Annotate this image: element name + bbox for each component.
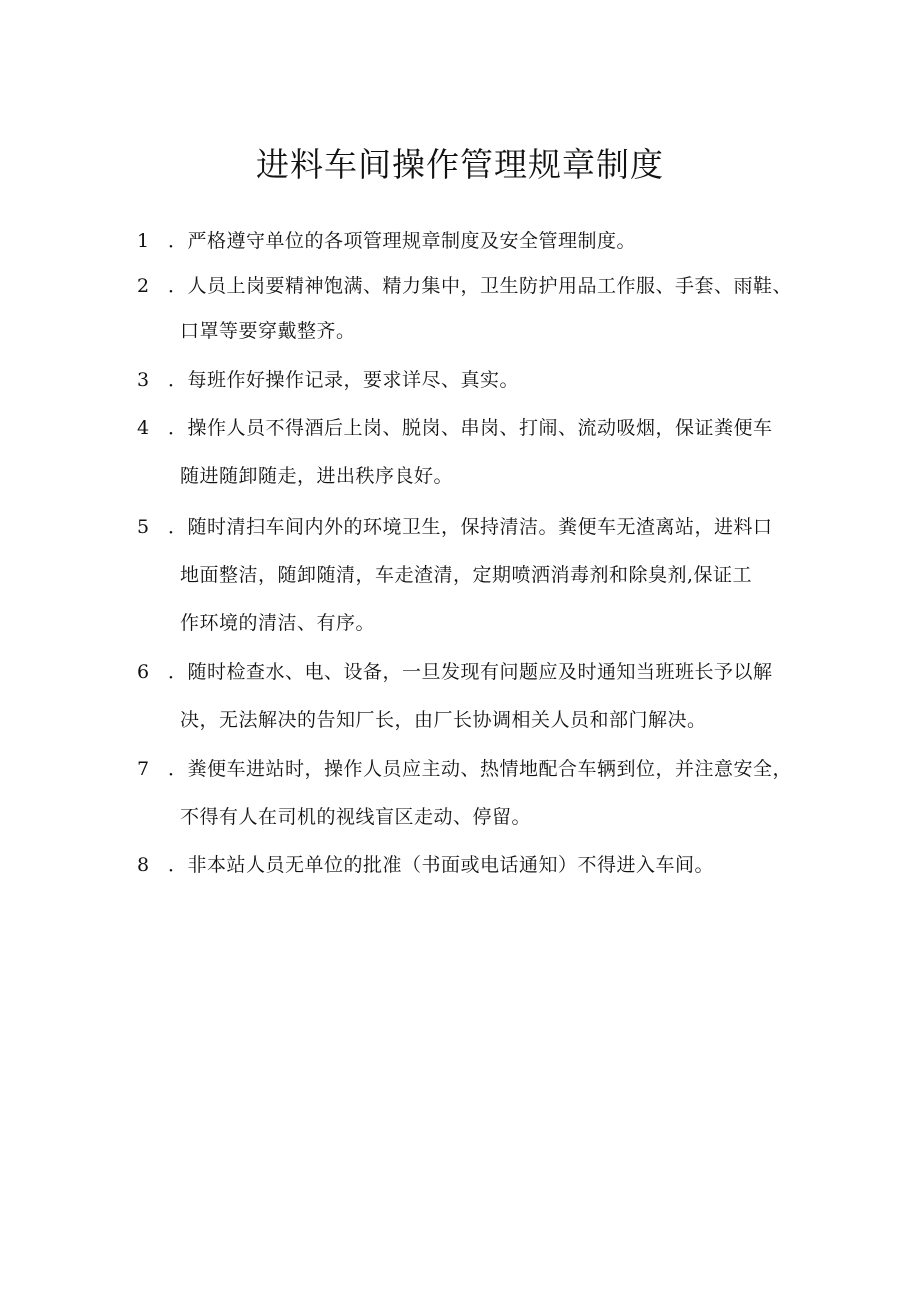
rule-number: 8 bbox=[137, 854, 150, 876]
rule-2-line-1 bbox=[137, 273, 792, 299]
rule-text: ．严格遵守单位的各项管理规章制度及安全管理制度。 bbox=[168, 230, 637, 252]
rule-text: ．每班作好操作记录，要求详尽、真实。 bbox=[168, 369, 520, 391]
rule-text: ．操作人员不得酒后上岗、脱岗、串岗、打闹、流动吸烟，保证粪便车 bbox=[168, 417, 773, 439]
rule-number: 3 bbox=[137, 369, 150, 391]
rule-number: 4 bbox=[137, 417, 150, 439]
rule-6-line-1 bbox=[137, 659, 773, 685]
rule-number: 6 bbox=[137, 661, 150, 683]
rule-5-line-2: 地面整洁，随卸随清，车走渣清，定期喷洒消毒剂和除臭剂,保证工 bbox=[180, 564, 753, 586]
rule-text: ．粪便车进站时，操作人员应主动、热情地配合车辆到位，并注意安全， bbox=[168, 758, 793, 780]
rule-number: 1 bbox=[137, 230, 150, 252]
rule-text: ．非本站人员无单位的批准（书面或电话通知）不得进入车间。 bbox=[168, 854, 715, 876]
rule-3-line-1 bbox=[137, 367, 519, 393]
rule-number: 2 bbox=[137, 275, 150, 297]
rule-2-line-2: 口罩等要穿戴整齐。 bbox=[180, 320, 356, 342]
rule-text: ．随时检查水、电、设备，一旦发现有问题应及时通知当班班长予以解 bbox=[168, 661, 773, 683]
rule-1-line-1 bbox=[137, 228, 636, 254]
rule-7-line-2: 不得有人在司机的视线盲区走动、停留。 bbox=[180, 806, 532, 828]
rule-4-line-2: 随进随卸随走，进出秩序良好。 bbox=[180, 465, 454, 487]
rule-number: 7 bbox=[137, 758, 150, 780]
rule-text: ．随时清扫车间内外的环境卫生，保持清洁。粪便车无渣离站，进料口 bbox=[168, 516, 773, 538]
rule-number: 5 bbox=[137, 516, 150, 538]
page-title: 进料车间操作管理规章制度 bbox=[256, 145, 664, 184]
rule-8-line-1 bbox=[137, 852, 714, 878]
rule-6-line-2: 决，无法解决的告知厂长，由厂长协调相关人员和部门解决。 bbox=[180, 709, 707, 731]
rule-4-line-1 bbox=[137, 415, 773, 441]
rule-5-line-3: 作环境的清洁、有序。 bbox=[180, 612, 376, 634]
rule-7-line-1 bbox=[137, 756, 792, 782]
rule-5-line-1 bbox=[137, 514, 773, 540]
rule-text: ．人员上岗要精神饱满、精力集中，卫生防护用品工作服、手套、雨鞋、 bbox=[168, 275, 793, 297]
